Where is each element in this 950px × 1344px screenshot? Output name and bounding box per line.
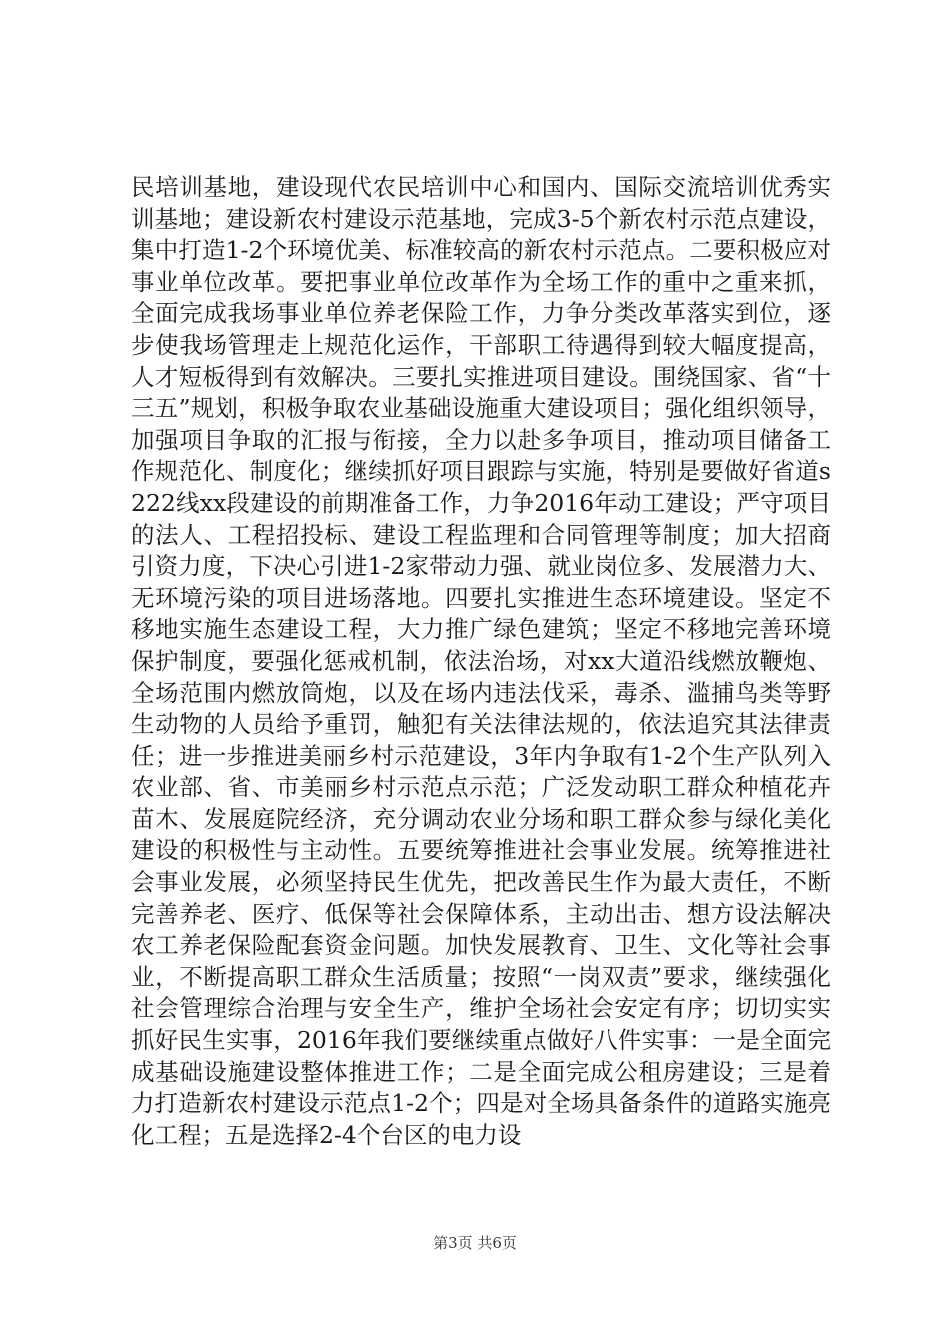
page-number-footer: 第3页 共6页 — [433, 1234, 517, 1252]
body-paragraph: 民培训基地，建设现代农民培训中心和国内、国际交流培训优秀实训基地；建设新农村建设示范基地，完成3-5个新农村示范点建设，集中打造1-2个环境优美、标准较高的新农村示范点。二要积极应对事业单位改革。要把事业单位改革作为全场工作的重中之重来抓，全面完成我场事业单位养老保险工作，力争分类改革落实到位，逐步使我场管理走上规范化运作，干部职工待遇得到较大幅度提高，人才短板得到有效解决。三要扎实推进项目建设。围绕国家、省“十三五”规划，积极争取农业基础设施重大建设项目；强化组织领导，加强项目争取的汇报与衔接，全力以赴多争项目，推动项目储备工作规范化、制度化；继续抓好项目跟踪与实施，特别是要做好省道s222线xx段建设的前期准备工作，力争2016年动工建设；严守项目的法人、工程招投标、建设工程监理和合同管理等制度；加大招商引资力度，下决心引进1-2家带动力强、就业岗位多、发展潜力大、无环境污染的项目进场落地。四要扎实推进生态环境建设。坚定不移地实施生态建设工程，大力推广绿色建筑；坚定不移地完善环境保护制度，要强化惩戒机制，依法治场，对xx大道沿线燃放鞭炮、全场范围内燃放筒炮，以及在场内违法伐采，毒杀、滥捕鸟类等野生动物的人员给予重罚，触犯有关法律法规的，依法追究其法律责任；进一步推进美丽乡村示范建设，3年内争取有1-2个生产队列入农业部、省、市美丽乡村示范点示范；广泛发动职工群众种植花卉苗木、发展庭院经济，充分调动农业分场和职工群众参与绿化美化建设的积极性与主动性。五要统筹推进社会事业发展。统筹推进社会事业发展，必须坚持民生优先，把改善民生作为最大责任，不断完善养老、医疗、低保等社会保障体系，主动出击、想方设法解决农工养老保险配套资金问题。加快发展教育、卫生、文化等社会事业，不断提高职工群众生活质量；按照“一岗双责”要求，继续强化社会管理综合治理与安全生产，维护全场社会安定有序；切切实实抓好民生实事，2016年我们要继续重点做好八件实事：一是全面完成基础设施建设整体推进工作；二是全面完成公租房建设；三是着力打造新农村建设示范点1-2个；四是对全场具备条件的道路实施亮化工程；五是选择2-4个台区的电力设 — [131, 173, 831, 1149]
